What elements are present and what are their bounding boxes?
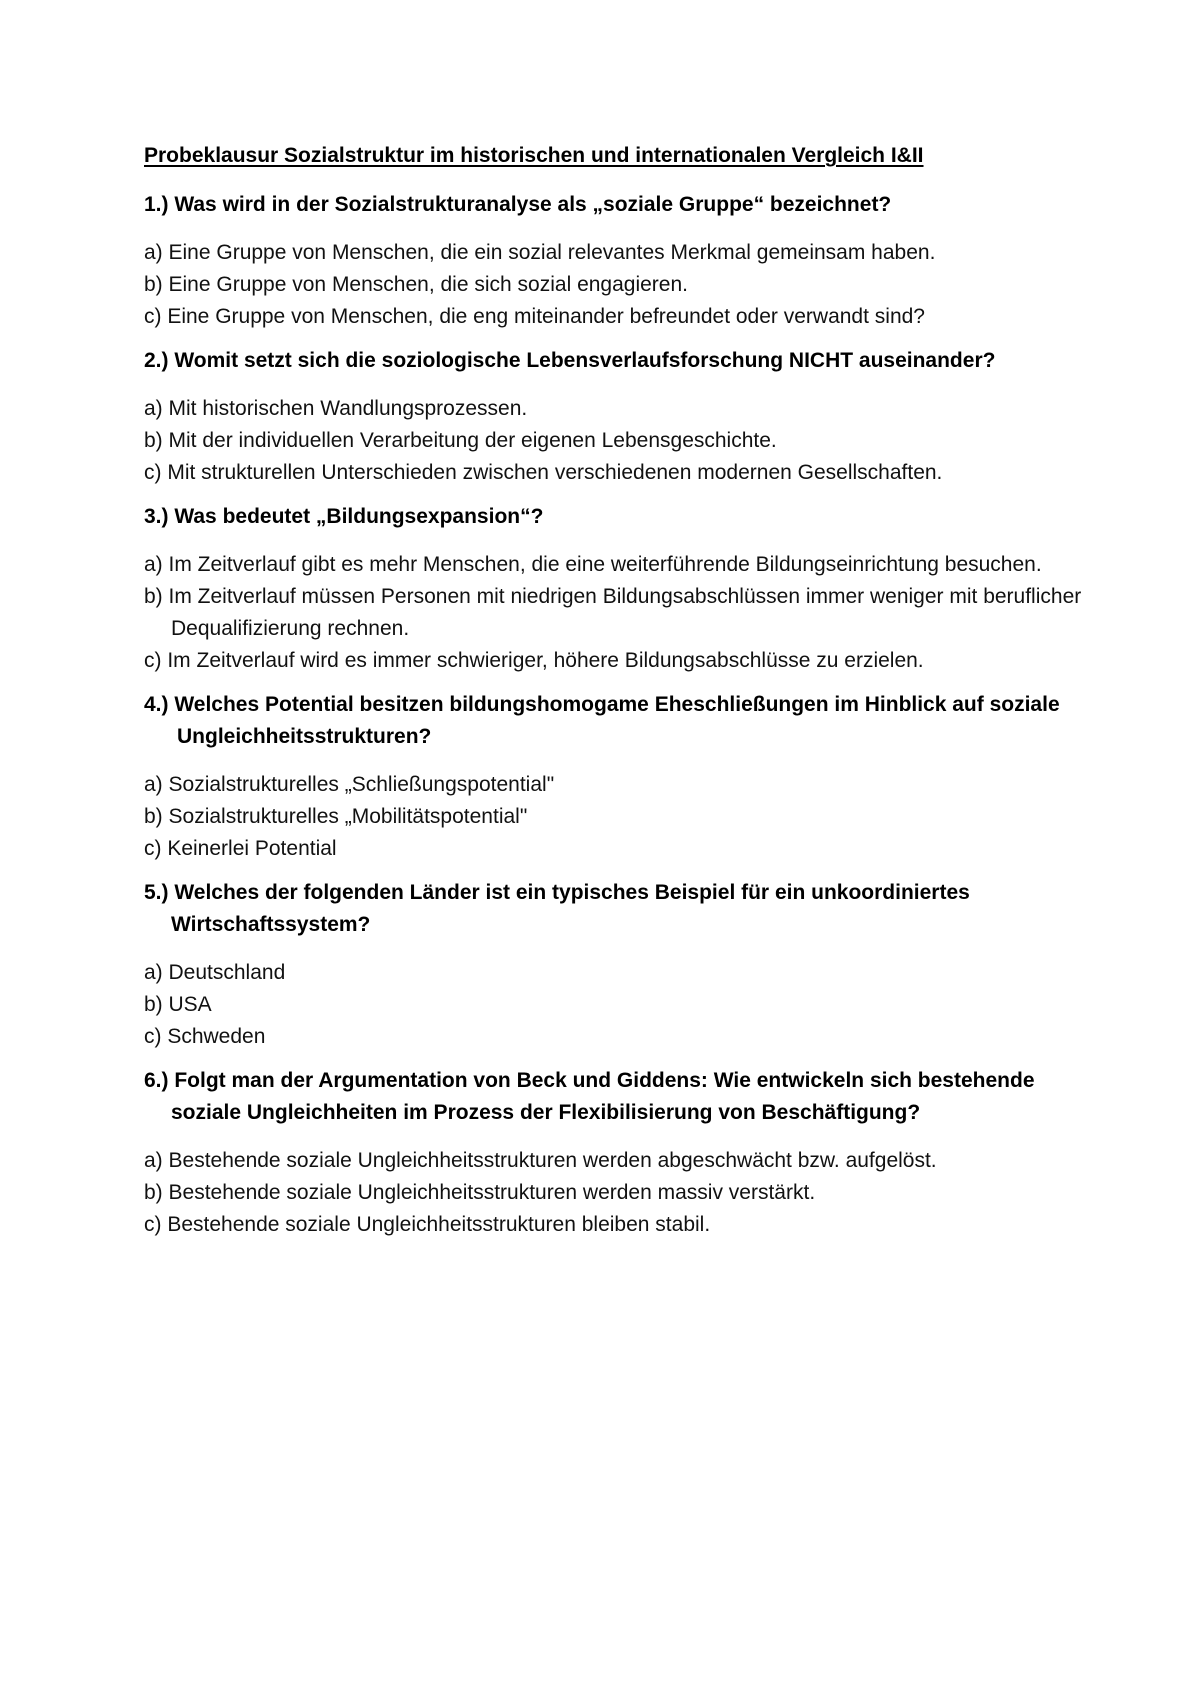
answer-option: c) Schweden (144, 1025, 266, 1048)
answer-option: a) Im Zeitverlauf gibt es mehr Menschen, die eine weiterführende Bildungseinrichtung besuchen. (144, 553, 1042, 576)
answer-option: a) Deutschland (144, 961, 286, 984)
answer-list (144, 549, 1104, 677)
answer-option: c) Mit strukturellen Unterschieden zwischen verschiedenen modernen Gesellschaften. (144, 461, 943, 484)
question-text: 6.) Folgt man der Argumentation von Beck und Giddens: Wie entwickeln sich bestehende soziale Ungleichheiten im Prozess der Flexibilisierung von Beschäftigung? (144, 1069, 1035, 1124)
answer-option: b) USA (144, 993, 212, 1016)
question-text: 4.) Welches Potential besitzen bildungshomogame Eheschließungen im Hinblick auf soziale Ungleichheitsstrukturen? (144, 693, 1060, 748)
answer-option: b) Eine Gruppe von Menschen, die sich sozial engagieren. (144, 273, 688, 296)
answer-list (144, 393, 1104, 489)
exam-title: Probeklausur Sozialstruktur im historischen und internationalen Vergleich I&II (144, 144, 924, 167)
exam-page (144, 140, 1104, 1253)
answer-option: b) Sozialstrukturelles „Mobilitätspotential" (144, 805, 528, 828)
answer-option: a) Mit historischen Wandlungsprozessen. (144, 397, 528, 420)
question-1 (144, 189, 1104, 333)
answer-option: c) Im Zeitverlauf wird es immer schwieriger, höhere Bildungsabschlüsse zu erzielen. (144, 649, 924, 672)
answer-list (144, 769, 1104, 865)
answer-option: c) Bestehende soziale Ungleichheitsstrukturen bleiben stabil. (144, 1213, 711, 1236)
question-2 (144, 345, 1104, 489)
question-6 (144, 1065, 1104, 1241)
answer-option: b) Im Zeitverlauf müssen Personen mit niedrigen Bildungsabschlüssen immer weniger mit beruflicher Dequalifizierung rechnen. (144, 585, 1082, 640)
question-text: 1.) Was wird in der Sozialstrukturanalyse als „soziale Gruppe“ bezeichnet? (144, 193, 892, 216)
question-3 (144, 501, 1104, 677)
answer-option: a) Sozialstrukturelles „Schließungspotential" (144, 773, 555, 796)
question-text: 5.) Welches der folgenden Länder ist ein typisches Beispiel für ein unkoordiniertes Wirtschaftssystem? (144, 881, 970, 936)
answer-list (144, 237, 1104, 333)
answer-list (144, 1145, 1104, 1241)
question-text: 2.) Womit setzt sich die soziologische Lebensverlaufsforschung NICHT auseinander? (144, 349, 996, 372)
answer-option: a) Eine Gruppe von Menschen, die ein sozial relevantes Merkmal gemeinsam haben. (144, 241, 936, 264)
question-4 (144, 689, 1104, 865)
question-text: 3.) Was bedeutet „Bildungsexpansion“? (144, 505, 544, 528)
answer-option: b) Mit der individuellen Verarbeitung der eigenen Lebensgeschichte. (144, 429, 777, 452)
question-5 (144, 877, 1104, 1053)
answer-option: c) Keinerlei Potential (144, 837, 337, 860)
answer-list (144, 957, 1104, 1053)
answer-option: a) Bestehende soziale Ungleichheitsstrukturen werden abgeschwächt bzw. aufgelöst. (144, 1149, 937, 1172)
answer-option: b) Bestehende soziale Ungleichheitsstrukturen werden massiv verstärkt. (144, 1181, 816, 1204)
answer-option: c) Eine Gruppe von Menschen, die eng miteinander befreundet oder verwandt sind? (144, 305, 925, 328)
